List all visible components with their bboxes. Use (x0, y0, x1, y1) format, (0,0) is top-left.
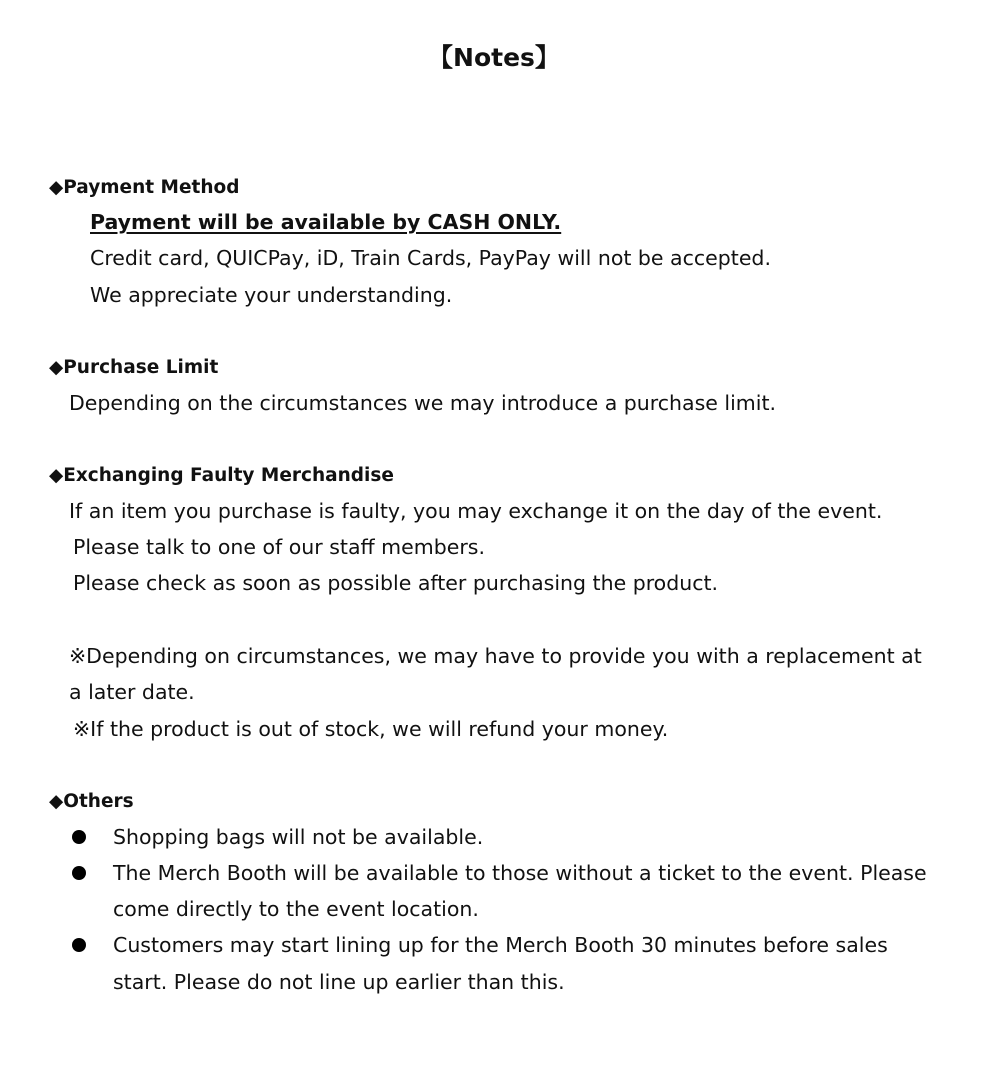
bullet-icon (72, 830, 86, 844)
exchange-text-line: Please talk to one of our staff members. (73, 535, 485, 559)
others-bullet-text: start. Please do not line up earlier than this. (113, 970, 565, 994)
payment-text-line: We appreciate your understanding. (90, 283, 453, 307)
exchange-heading: ◆Exchanging Faulty Merchandise (49, 465, 394, 486)
others-bullet-text: The Merch Booth will be available to those without a ticket to the event. Please (113, 861, 927, 885)
bullet-icon (72, 938, 86, 952)
exchange-note-line: a later date. (69, 680, 195, 704)
purchase-limit-heading: ◆Purchase Limit (49, 357, 219, 378)
others-bullet-text: come directly to the event location. (113, 897, 479, 921)
bullet-icon (72, 866, 86, 880)
exchange-text-line: Please check as soon as possible after purchasing the product. (73, 571, 719, 595)
exchange-note-line: ※If the product is out of stock, we will refund your money. (73, 717, 669, 741)
payment-method-heading: ◆Payment Method (49, 177, 240, 198)
payment-text-line: Credit card, QUICPay, iD, Train Cards, PayPay will not be accepted. (90, 246, 771, 270)
purchase-limit-text: Depending on the circumstances we may introduce a purchase limit. (69, 391, 777, 415)
exchange-note-line: ※Depending on circumstances, we may have to provide you with a replacement at (69, 644, 922, 668)
others-heading: ◆Others (49, 791, 134, 812)
others-bullet-text: Shopping bags will not be available. (113, 825, 484, 849)
page-title: 【Notes】 (428, 43, 560, 72)
others-bullet-text: Customers may start lining up for the Merch Booth 30 minutes before sales (113, 933, 888, 957)
cash-only-notice: Payment will be available by CASH ONLY. (90, 210, 562, 234)
exchange-text-line: If an item you purchase is faulty, you may exchange it on the day of the event. (69, 499, 883, 523)
